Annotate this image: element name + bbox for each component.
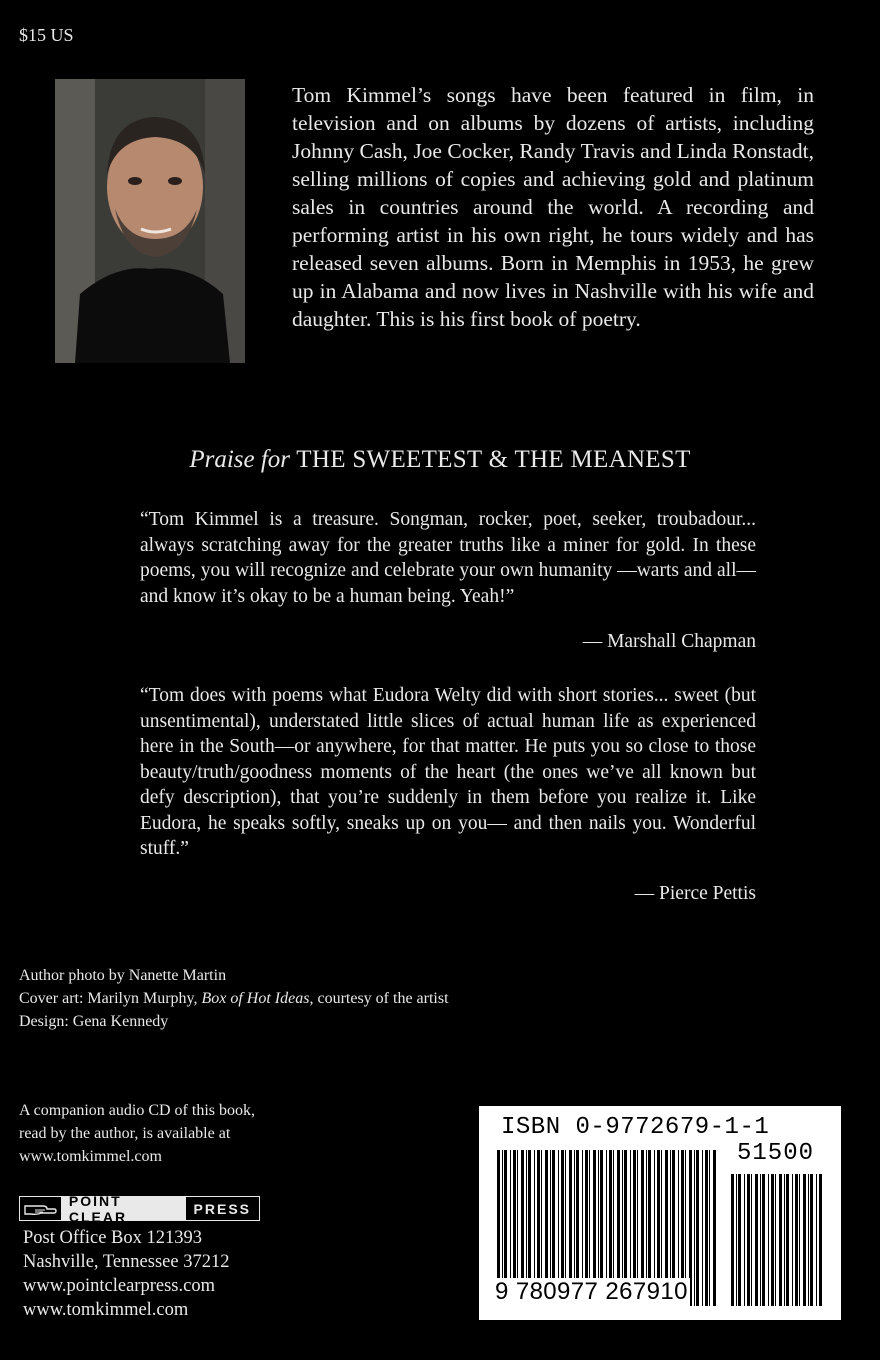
companion-cd-note [19, 1099, 255, 1168]
logo-press: PRESS [193, 1200, 251, 1217]
price-label: $15 US [19, 25, 74, 45]
companion-line: read by the author, is available at [19, 1125, 231, 1142]
barcode-bar [738, 1174, 741, 1306]
companion-url: www.tomkimmel.com [19, 1148, 162, 1165]
author-url: www.tomkimmel.com [23, 1300, 189, 1320]
isbn-barcode [479, 1106, 841, 1320]
publisher-url: www.pointclearpress.com [23, 1276, 215, 1296]
barcode-bar [795, 1174, 798, 1306]
barcode-bar [810, 1174, 813, 1306]
blurb-quote: “Tom does with poems what Eudora Welty did with short stories... sweet (but unsentimental), understated little slices of actual human life as experienced here in the South—or anywhere, for that matter. He puts you so close to those beauty/truth/goodness moments of the heart (the ones we’ve all known but defy description), that you’re suddenly in them before you realize it. Like Eudora, he speaks softly, sneaks up on you— and then nails you. Wonderful stuff.” [140, 685, 756, 859]
barcode-digits: 9 780977 267910 [495, 1278, 688, 1305]
cover-art-credit [19, 987, 449, 1010]
barcode-bar [731, 1174, 734, 1306]
design-credit: Design: Gena Kennedy [19, 1013, 169, 1030]
barcode-bar [705, 1150, 708, 1306]
author-photo [55, 79, 245, 363]
barcode-bar [736, 1174, 737, 1306]
barcode-bar [771, 1174, 774, 1306]
barcode-bar [709, 1150, 710, 1306]
logo-point-clear: POINT CLEAR [61, 1197, 186, 1220]
isbn-text: ISBN 0-9772679-1-1 [501, 1114, 770, 1141]
barcode-bar [799, 1174, 800, 1306]
blurb-quote: “Tom Kimmel is a treasure. Songman, rocker, poet, seeker, troubadour... always scratching away for the greater truths like a miner for gold. In these poems, you will recognize and celebrate your own humanity —warts and all—and know it’s okay to be a human being. Yeah!” [140, 509, 756, 607]
cover-art-title: Box of Hot Ideas [201, 990, 310, 1007]
barcode-bar [760, 1174, 761, 1306]
barcode-bar [762, 1174, 765, 1306]
author-portrait-image [55, 79, 245, 363]
barcode-bar [784, 1174, 785, 1306]
barcode-bar [779, 1174, 782, 1306]
barcode-bar [713, 1150, 716, 1306]
pointing-hand-icon [20, 1197, 61, 1220]
book-title: THE SWEETEST & THE MEANEST [296, 446, 691, 473]
barcode-bar [803, 1174, 806, 1306]
credits [19, 964, 449, 1033]
barcode-bar [702, 1150, 703, 1306]
cover-art-credit-suffix: , courtesy of the artist [309, 990, 449, 1007]
barcode-bar [755, 1174, 758, 1306]
blurb-author: — Marshall Chapman [582, 631, 756, 652]
barcode-bar [768, 1174, 769, 1306]
barcode-bar [792, 1174, 793, 1306]
barcode-bar [816, 1174, 817, 1306]
barcode-bar [808, 1174, 809, 1306]
barcode-bar [747, 1174, 750, 1306]
price-code: 51500 [737, 1140, 815, 1167]
barcode-bar [696, 1150, 699, 1306]
blurb-author: — Pierce Pettis [634, 883, 756, 904]
author-bio: Tom Kimmel’s songs have been featured in film, in television and on albums by dozens of artists, including Johnny Cash, Joe Cocker, Randy Travis and Linda Ronstadt, selling millions of copies and achieving gold and platinum sales in countries around the world. A recording and performing artist in his own right, he tours widely and has released seven albums. Born in Memphis in 1953, he grew up in Alabama and now lives in Nashville with his wife and daughter. This is his first book of poetry. [292, 83, 814, 331]
cover-art-credit-prefix: Cover art: Marilyn Murphy, [19, 990, 202, 1007]
praise-prefix: Praise for [189, 446, 291, 473]
publisher-address [23, 1226, 229, 1322]
companion-line: A companion audio CD of this book, [19, 1102, 255, 1119]
address-line: Post Office Box 121393 [23, 1228, 203, 1248]
barcode-bar [786, 1174, 789, 1306]
photo-credit: Author photo by Nanette Martin [19, 967, 227, 984]
publisher-logo [19, 1192, 260, 1225]
address-line: Nashville, Tennessee 37212 [23, 1252, 230, 1272]
barcode-bar [694, 1150, 695, 1306]
barcode-bar [744, 1174, 745, 1306]
barcode-bar [775, 1174, 776, 1306]
barcode-bar [751, 1174, 752, 1306]
praise-heading [0, 446, 880, 474]
barcode-bar [819, 1174, 822, 1306]
